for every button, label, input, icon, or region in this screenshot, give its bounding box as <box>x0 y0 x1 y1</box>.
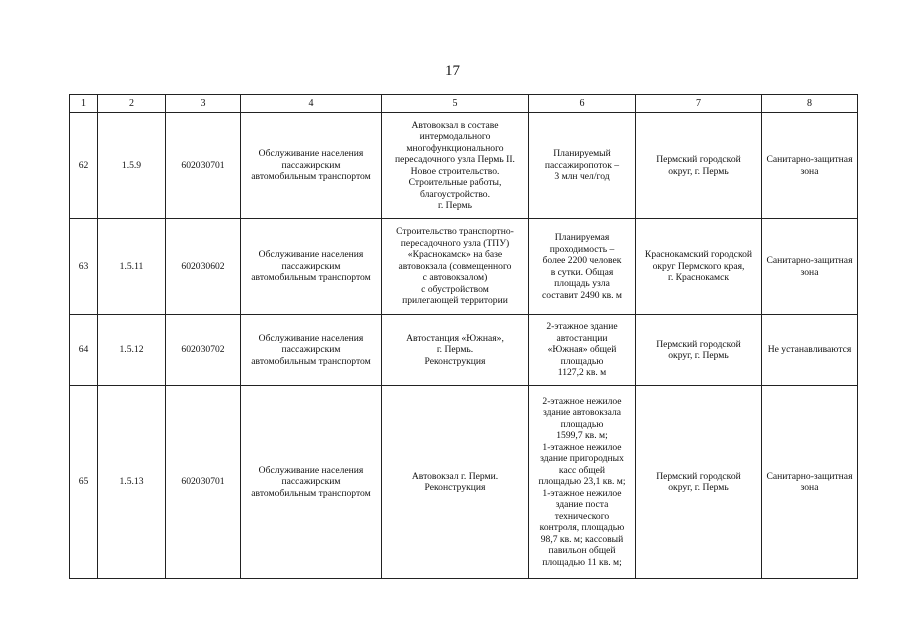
cell-characteristics-line: 1599,7 кв. м; <box>556 430 608 442</box>
cell-characteristics-line: площадью <box>560 355 604 367</box>
cell-object <box>382 113 529 219</box>
cell-purpose-line: пассажирским <box>281 344 341 356</box>
cell-characteristics-line: 2-этажное здание <box>546 321 618 333</box>
header-cell: 8 <box>762 95 858 113</box>
cell-zone <box>762 386 858 579</box>
cell-characteristics-line: в сутки. Общая <box>550 266 614 278</box>
cell-purpose <box>241 113 382 219</box>
cell-id: 602030701 <box>166 386 241 579</box>
cell-characteristics-line: более 2200 человек <box>542 255 622 266</box>
cell-purpose-line: автомобильным транспортом <box>251 171 371 183</box>
cell-object-line: Строительные работы, <box>408 177 502 188</box>
cell-characteristics-line: здание автовокзала <box>542 407 622 419</box>
cell-zone <box>762 315 858 386</box>
cell-location-line: округ, г. Пермь <box>668 350 729 361</box>
table-row <box>70 386 858 579</box>
cell-object-line: с автовокзалом) <box>422 272 488 284</box>
cell-characteristics-line: площадь узла <box>554 278 610 289</box>
cell-object <box>382 386 529 579</box>
header-cell: 7 <box>636 95 762 113</box>
cell-object-line: пересадочного узла Пермь II. <box>395 154 515 165</box>
cell-location-line: г. Краснокамск <box>667 272 730 284</box>
cell-row-number: 62 <box>70 113 98 219</box>
table-row <box>70 315 858 386</box>
cell-characteristics <box>529 113 636 219</box>
cell-purpose-line: Обслуживание населения <box>258 464 364 476</box>
cell-purpose <box>241 386 382 579</box>
cell-location-line: округ, г. Пермь <box>668 165 729 177</box>
cell-characteristics <box>529 315 636 386</box>
cell-characteristics-line: павильон общей <box>548 545 616 557</box>
cell-characteristics-line: площадью 11 кв. м; <box>542 556 622 568</box>
cell-purpose-line: автомобильным транспортом <box>251 272 371 284</box>
cell-object-line: с обустройством <box>421 283 489 295</box>
cell-object-line: автовокзала (совмещенного <box>398 260 512 272</box>
table-header-row <box>70 95 858 113</box>
cell-purpose-line: автомобильным транспортом <box>251 355 371 367</box>
cell-object-line: Реконструкция <box>424 482 486 493</box>
header-cell: 5 <box>382 95 529 113</box>
objects-table <box>69 94 858 579</box>
cell-characteristics-line: технического <box>554 510 610 522</box>
cell-object-line: благоустройство. <box>419 188 491 200</box>
cell-object-line: Автостанция «Южная», <box>406 332 504 344</box>
cell-row-number: 65 <box>70 386 98 579</box>
cell-characteristics <box>529 386 636 579</box>
cell-object-line: Строительство транспортно- <box>396 226 514 238</box>
cell-location <box>636 113 762 219</box>
cell-zone-line: Санитарно-защитная <box>766 154 853 165</box>
cell-characteristics-line: здание пригородных <box>540 453 624 465</box>
cell-object-line: Автовокзал г. Перми. <box>411 470 499 482</box>
cell-row-number: 64 <box>70 315 98 386</box>
cell-zone <box>762 113 858 219</box>
cell-location-line: округ, г. Пермь <box>668 482 729 493</box>
cell-location-line: округ Пермского края, <box>652 260 745 272</box>
cell-characteristics-line: 1-этажное нежилое <box>542 441 622 453</box>
cell-location-line: Пермский городской <box>656 470 741 482</box>
cell-object-line: интермодального <box>419 131 491 142</box>
cell-zone-line: Санитарно-защитная <box>766 255 853 266</box>
cell-zone-line: зона <box>800 266 819 278</box>
cell-code: 1.5.9 <box>98 113 166 219</box>
header-cell: 4 <box>241 95 382 113</box>
header-cell: 6 <box>529 95 636 113</box>
cell-object-line: прилегающей территории <box>402 295 508 307</box>
cell-zone <box>762 219 858 315</box>
cell-location <box>636 386 762 579</box>
cell-purpose-line: Обслуживание населения <box>258 332 364 344</box>
cell-object <box>382 219 529 315</box>
cell-id: 602030602 <box>166 219 241 315</box>
cell-characteristics-line: площадью <box>560 418 604 430</box>
page-number: 17 <box>445 63 460 79</box>
cell-zone-line: Санитарно-защитная <box>766 470 853 482</box>
cell-object-line: г. Пермь. <box>436 344 474 356</box>
header-cell: 3 <box>166 95 241 113</box>
cell-characteristics-line: 98,7 кв. м; кассовый <box>540 533 624 545</box>
cell-zone-line: зона <box>800 482 819 493</box>
cell-characteristics-line: Планируемый <box>553 148 611 160</box>
cell-characteristics <box>529 219 636 315</box>
table-row <box>70 113 858 219</box>
cell-object <box>382 315 529 386</box>
cell-characteristics-line: проходимость – <box>549 243 615 255</box>
cell-characteristics-line: пассажиропоток – <box>544 159 620 171</box>
cell-characteristics-line: автостанции <box>556 332 608 344</box>
cell-characteristics-line: 1127,2 кв. м <box>557 367 607 379</box>
cell-id: 602030702 <box>166 315 241 386</box>
cell-location-line: Пермский городской <box>656 338 741 350</box>
cell-purpose-line: автомобильным транспортом <box>251 487 371 499</box>
cell-purpose <box>241 219 382 315</box>
cell-characteristics-line: 3 млн чел/год <box>554 171 610 183</box>
cell-zone-line: зона <box>800 165 819 177</box>
cell-location-line: Краснокамский городской <box>644 249 753 261</box>
cell-code: 1.5.13 <box>98 386 166 579</box>
cell-characteristics-line: составит 2490 кв. м <box>541 289 623 301</box>
cell-object-line: Новое строительство. <box>410 165 500 177</box>
header-cell: 1 <box>70 95 98 113</box>
cell-purpose-line: пассажирским <box>281 476 341 488</box>
cell-zone-line: Не устанавливаются <box>767 344 852 356</box>
cell-purpose-line: пассажирским <box>281 260 341 272</box>
cell-code: 1.5.12 <box>98 315 166 386</box>
cell-object-line: «Краснокамск» на базе <box>407 249 503 261</box>
cell-characteristics-line: контроля, площадью <box>539 522 625 534</box>
cell-object-line: Автовокзал в составе <box>411 119 499 131</box>
cell-characteristics-line: «Южная» общей <box>547 344 617 356</box>
cell-id: 602030701 <box>166 113 241 219</box>
table-row <box>70 219 858 315</box>
cell-object-line: пересадочного узла (ТПУ) <box>400 237 510 249</box>
cell-characteristics-line: Планируемая <box>554 232 610 243</box>
cell-characteristics-line: площадью 23,1 кв. м; <box>538 476 626 488</box>
cell-code: 1.5.11 <box>98 219 166 315</box>
cell-location-line: Пермский городской <box>656 154 741 165</box>
cell-object-line: многофункционального <box>406 142 504 154</box>
cell-characteristics-line: 1-этажное нежилое <box>542 487 622 499</box>
cell-row-number: 63 <box>70 219 98 315</box>
cell-location <box>636 219 762 315</box>
cell-characteristics-line: здание поста <box>555 499 609 511</box>
cell-purpose-line: пассажирским <box>281 159 341 171</box>
cell-characteristics-line: 2-этажное нежилое <box>542 395 622 407</box>
cell-purpose-line: Обслуживание населения <box>258 148 364 160</box>
cell-object-line: Реконструкция <box>424 355 486 367</box>
cell-purpose-line: Обслуживание населения <box>258 249 364 261</box>
cell-location <box>636 315 762 386</box>
cell-purpose <box>241 315 382 386</box>
cell-object-line: г. Пермь <box>438 200 472 211</box>
cell-characteristics-line: касс общей <box>558 464 606 476</box>
header-cell: 2 <box>98 95 166 113</box>
